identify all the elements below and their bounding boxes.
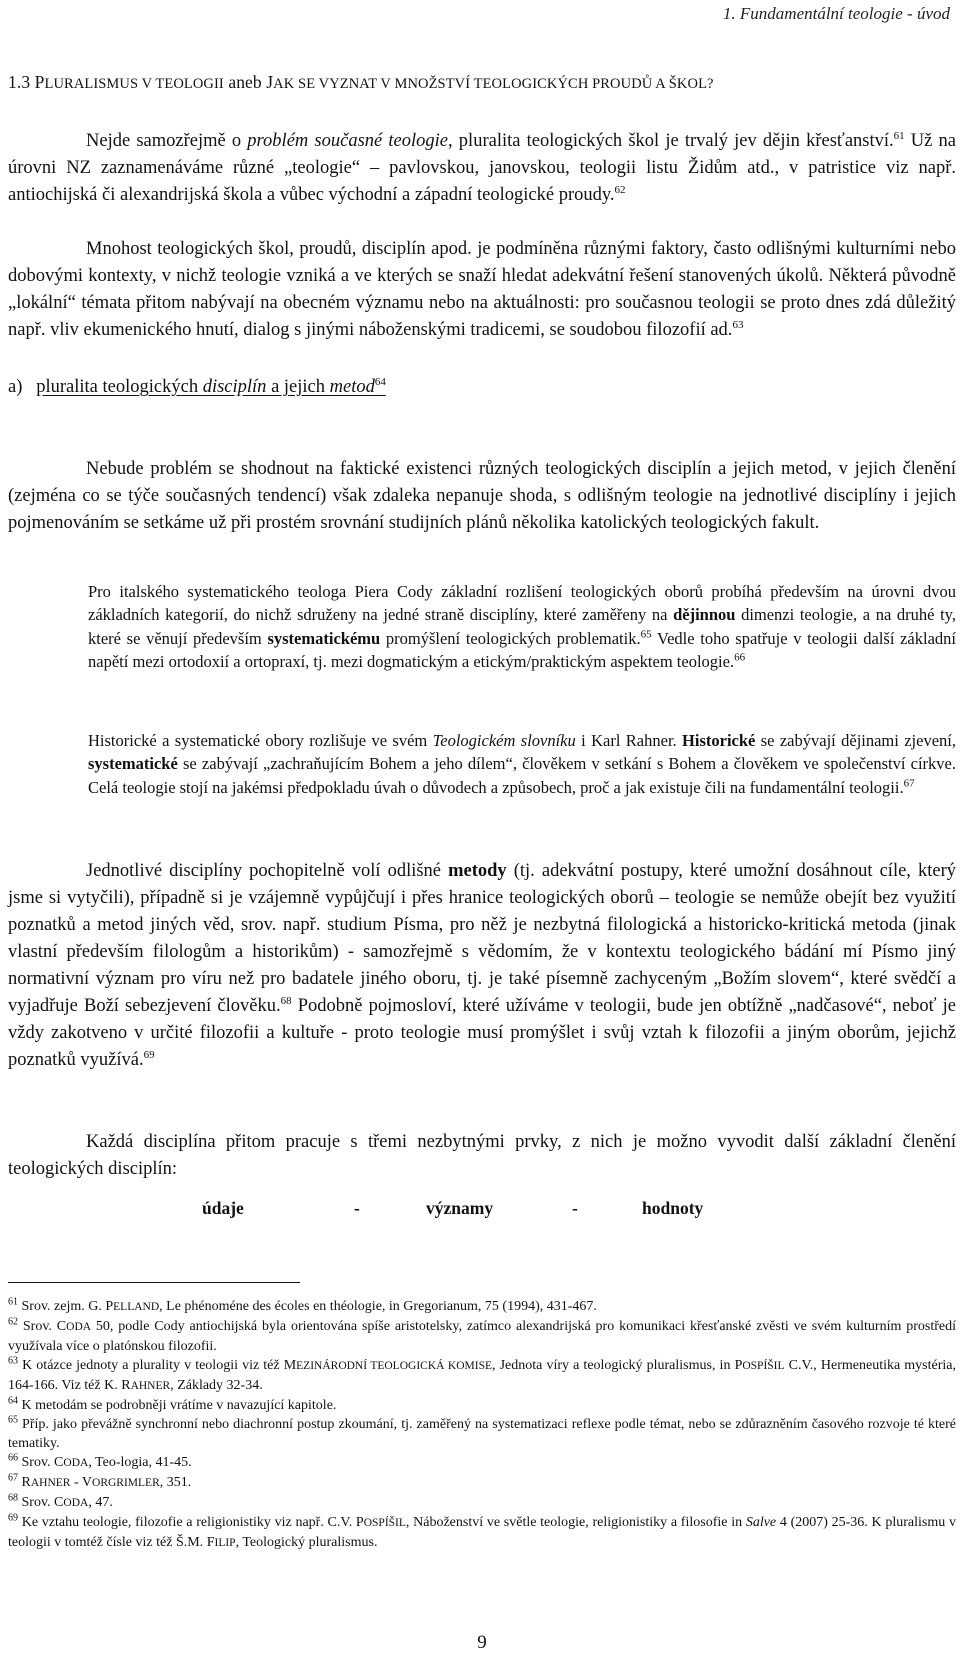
footnote-62: $^{62}$ Srov. CODA 50, podle Cody antiochijská byla orientována spíše aristotelsky, zatímco alexandrijská pro komunikaci křesťanské zvěsti ve svém kulturním prostředí využívala více o platónskou filozofii. [8,1316,956,1354]
triad-term-vyznamy: významy [426,1198,494,1218]
footnote-ref-64[interactable]: 64 [374,375,386,388]
paragraph-schools: Mnohost teologických škol, proudů, disciplín apod. je podmíněna různými faktory, často odlišnými kulturními nebo dobovými kontexty, v nichž teologie vzniká a ve kterých se snaží hledat adekvátní řešení stanovených úkolů. Některá původně „lokální“ témata přitom nabývají na obecném významu nebo na aktuálnosti: pro současnou teologii se proto dnes zdá důležitý např. vliv ekumenického hnutí, dialog s jinými náboženskými tradicemi, se soudobou filozofií ad.$^{63}$ [8,239,956,340]
paragraph-coda: Pro italského systematického teologa Piera Cody základní rozlišení teologických oborů probíhá především na úrovni dvou základních kategorií, do nichž sdruženy na jedné straně disciplíny, které zaměřeny na dějinnou dimenzi teologie, a na druhé ty, které se věnují především systematickému promýšlení teologických problematik.$^{65}$ Vedle toho spatřuje v teologii další základní napětí mezi ortodoxií a ortopraxí, tj. mezi dogmatickým a etickým/praktickým aspektem teologie.$^{66}$ [88,582,956,671]
footnote-ref-67[interactable]: 67 [903,777,915,790]
footnote-63: $^{63}$ K otázce jednoty a plurality v teologii viz též MEZINÁRODNÍ TEOLOGICKÁ KOMISE, Jednota víry a teologický pluralismus, in POSPÍŠIL C.V., Hermeneutika mystéria, 164-166. Viz též K. RAHNER, Základy 32-34. [8,1355,956,1393]
footnote-ref-66[interactable]: 66 [734,651,746,664]
footnote-ref-61[interactable]: 61 [893,129,905,142]
footnote-67: $^{67}$ RAHNER - VORGRIMLER, 351. [8,1472,192,1490]
triad-data-meanings-values [8,1198,956,1226]
footnote-ref-65[interactable]: 65 [640,628,652,641]
footnote-61: $^{61}$ Srov. zejm. G. PELLAND, Le phénoméne des écoles en théologie, in Gregorianum, 75 (1994), 431-467. [8,1296,597,1314]
footnote-ref-68[interactable]: 68 [280,994,292,1007]
footnote-66: $^{66}$ Srov. CODA, Teo-logia, 41-45. [8,1452,192,1470]
section-title: 1.3 PLURALISMUS V TEOLOGII aneb JAK SE VYZNAT V MNOŽSTVÍ TEOLOGICKÝCH PROUDŮ A ŠKOL? [8,72,714,92]
document-page [8,0,956,1662]
paragraph-methods: Jednotlivé disciplíny pochopitelně volí odlišné metody (tj. adekvátní postupy, které umožní dosáhnout cíle, který jsme si vytyčili), případně si je vzájemně vypůjčují i přes hranice teologických oborů – teologie se nemůže obejít bez využití poznatků a metod jiných věd, srov. např. studium Písma, pro něž je nezbytná filologická a historicko-kritická metoda (jinak vlastní především filologům a historikům) - samozřejmě s vědomím, že v kontextu teologického bádání mí Písmo jiný normativní význam pro víru než pro badatele jiného oboru, tj. je také písemně zachyceným „Božím slovem“, které svědčí a vyjadřuje Boží sebezjevení člověku.$^{68}$ Podobně pojmosloví, které užíváme v teologii, bude jen obtížně „nadčasové“, neboť je vždy zakotveno v určité filozofii a kultuře - proto teologie musí promýšlet i svůj vztah k filozofii a jiným oborům, jejichž poznatků využívá.$^{69}$ [8,861,956,1070]
section-number: 1.3 [8,72,31,92]
running-head: 1. Fundamentální teologie - úvod [722,4,950,23]
triad-dash: - [572,1198,578,1218]
triad-term-hodnoty: hodnoty [642,1198,704,1218]
page-number: 9 [477,1632,487,1653]
footnote-ref-63[interactable]: 63 [732,318,744,331]
footnotes [8,1297,956,1553]
paragraph-three-elements: Každá disciplína přitom pracuje s třemi nezbytnými prvky, z nich je možno vyvodit další základní členění teologických disciplín: [8,1132,956,1179]
footnote-64: $^{64}$ K metodám se podrobněji vrátíme v navazující kapitole. [8,1395,337,1413]
triad-term-udaje: údaje [202,1198,244,1218]
subheading-disciplines: a) pluralita teologických disciplín a jejich metod$^{64}$ [8,375,386,397]
triad-dash: - [354,1198,360,1218]
footnote-separator [8,1282,300,1283]
footnote-65: $^{65}$ Příp. jako převážně synchronní nebo diachronní postup zkoumání, tj. zaměřený na systematizaci reflexe podle témat, nebo se zdůrazněním časového rozvoje té které tematiky. [8,1414,956,1451]
footnote-ref-62[interactable]: 62 [614,183,626,196]
subheading-marker: a) [8,377,23,397]
footnote-ref-69[interactable]: 69 [143,1048,155,1061]
footnote-69: $^{69}$ Ke vztahu teologie, filozofie a religionistiky viz např. C.V. POSPÍŠIL, Náboženství ve světle teologie, religionistiky a filosofie in Salve 4 (2007) 25-36. K pluralismu v teologii v tomtéž čísle viz též Š.M. FILIP, Teologický pluralismus. [8,1512,956,1550]
paragraph-disciplines: Nebude problém se shodnout na faktické existenci různých teologických disciplín a jejich metod, v jejich členění (zejména co se týče současných tendencí) však zdaleka nepanuje shoda, s odlišným teologie na jednotlivé disciplíny i jejich pojmenováním se setkáme už při prostém srovnání studijních plánů několika katolických teologických fakult. [8,459,956,533]
paragraph-rahner: Historické a systematické obory rozlišuje ve svém Teologickém slovníku i Karl Rahner. Historické se zabývají dějinami zjevení, systematické se zabývají „zachraňujícím Bohem a jeho dílem“, člověkem v setkání s Bohem a člověkem ve společenství církve. Celá teologie stojí na jakémsi předpokladu úvah o důvodech a způsobech, proč a jak existuje čili na fundamentální teologii.$^{67}$ [88,731,956,797]
footnote-68: $^{68}$ Srov. CODA, 47. [8,1492,113,1510]
paragraph-pluralism-intro: Nejde samozřejmě o problém současné teologie, pluralita teologických škol je trvalý jev dějin křesťanství.$^{61}$ Už na úrovni NZ zaznamenáváme různé „teologie“ – pavlovskou, janovskou, teologii listu Židům atd., v patristice viz např. antiochijská či alexandrijská škola a vůbec východní a západní teologické proudy.$^{62}$ [8,129,957,205]
